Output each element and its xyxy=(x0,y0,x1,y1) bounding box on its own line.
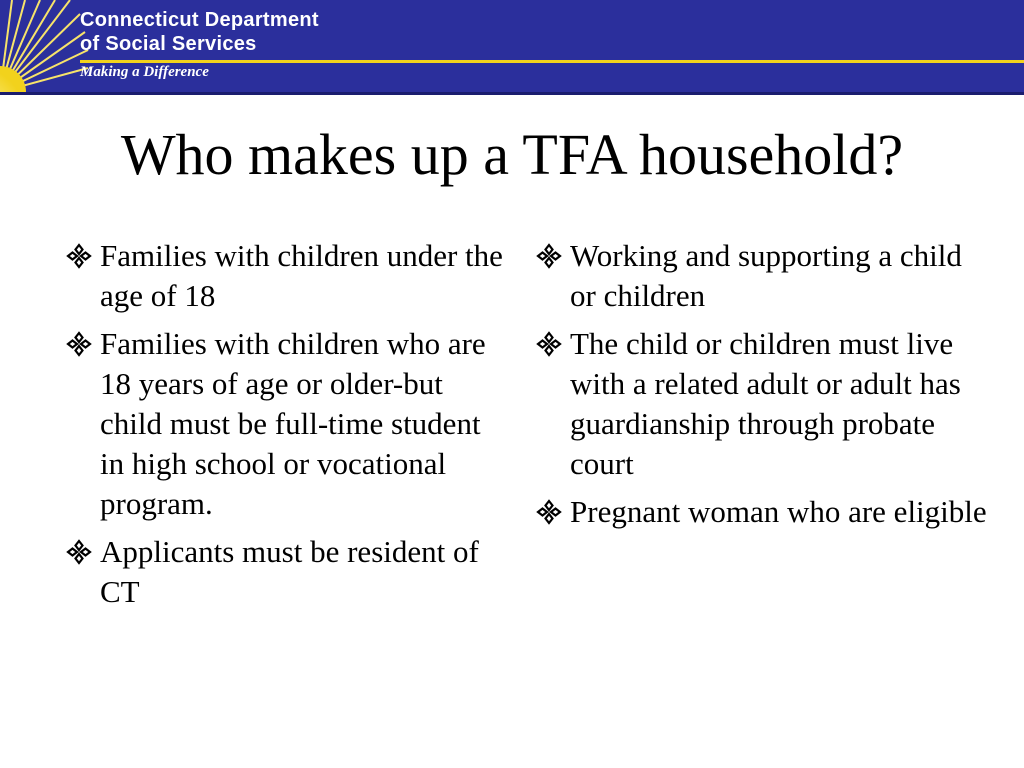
list-item xyxy=(64,324,504,524)
list-item xyxy=(534,324,994,484)
sunburst-icon xyxy=(0,0,90,92)
bullet-text: Families with children who are 18 years of age or older-but child must be full-time student in high school or vocational program. xyxy=(100,326,486,521)
list-item xyxy=(534,236,994,316)
slide-title: Who makes up a TFA household? xyxy=(120,122,904,187)
org-tagline: Making a Difference xyxy=(80,64,209,80)
left-column xyxy=(64,236,504,620)
bullet-text: Applicants must be resident of CT xyxy=(100,534,479,609)
banner-divider xyxy=(0,92,1024,95)
list-item xyxy=(64,532,504,612)
bullet-text: Families with children under the age of 18 xyxy=(100,238,503,313)
left-bullet-list xyxy=(64,236,504,612)
diamond-bullet-icon xyxy=(64,236,94,276)
header-banner xyxy=(0,0,1024,92)
diamond-bullet-icon xyxy=(64,324,94,364)
org-name-line1: Connecticut Department xyxy=(80,9,319,31)
diamond-bullet-icon xyxy=(534,236,564,276)
list-item xyxy=(534,492,994,532)
right-bullet-list xyxy=(534,236,994,532)
diamond-bullet-icon xyxy=(534,324,564,364)
bullet-text: The child or children must live with a related adult or adult has guardianship through probate court xyxy=(570,326,961,481)
right-column xyxy=(534,236,994,540)
bullet-text: Working and supporting a child or children xyxy=(570,238,962,313)
diamond-bullet-icon xyxy=(534,492,564,532)
list-item xyxy=(64,236,504,316)
banner-accent-rule xyxy=(80,60,1024,63)
bullet-text: Pregnant woman who are eligible xyxy=(570,494,987,529)
diamond-bullet-icon xyxy=(64,532,94,572)
org-name-line2: of Social Services xyxy=(80,33,257,55)
